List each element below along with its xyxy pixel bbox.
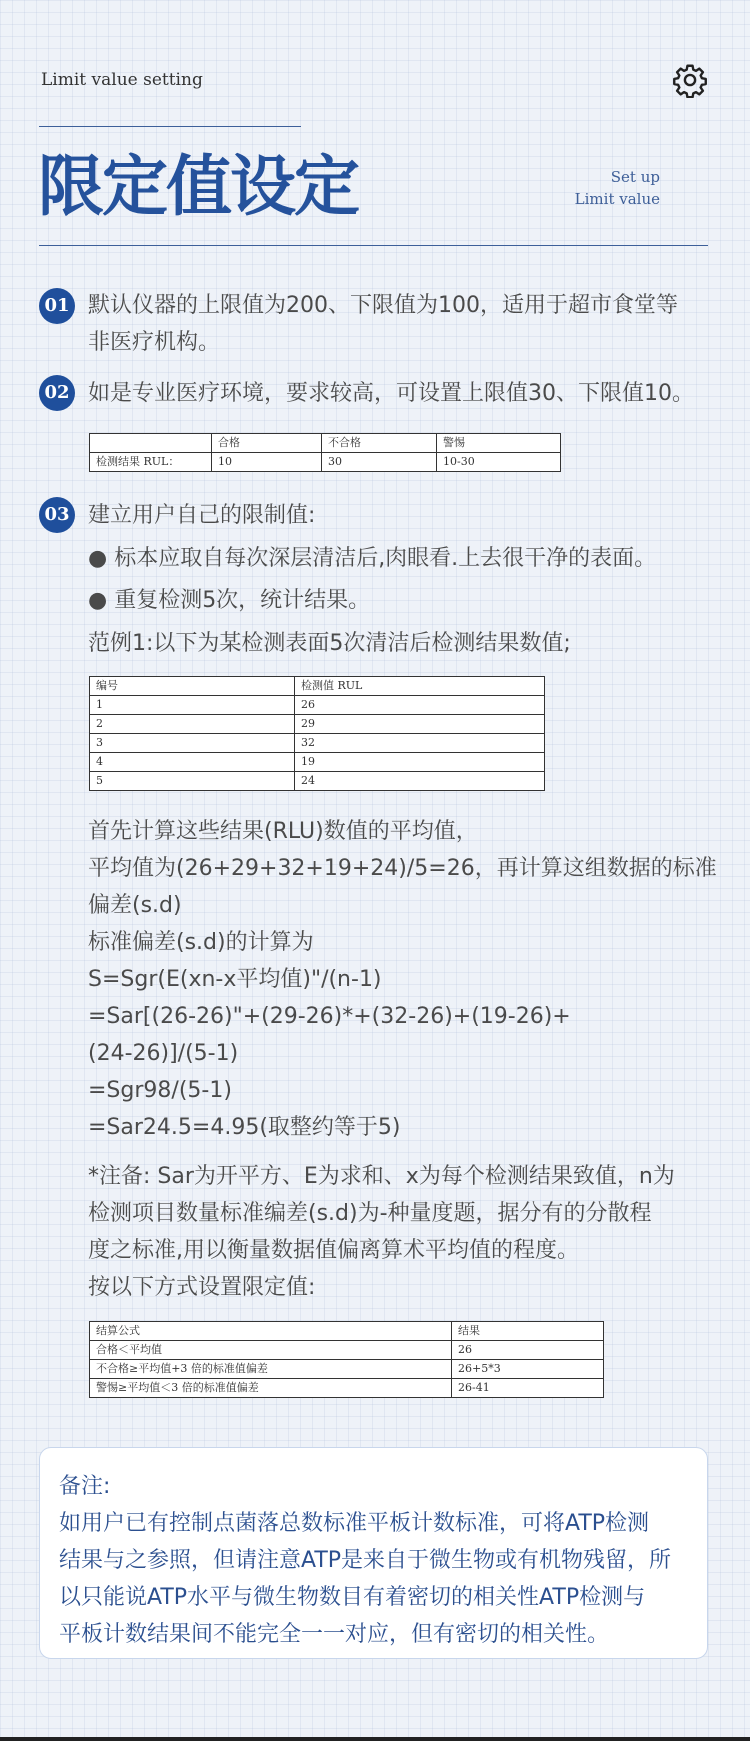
header-subtitle: Limit value setting [41, 70, 203, 90]
text-line: 平均值为(26+29+32+19+24)/5=26，再计算这组数据的标准 [88, 856, 717, 881]
section-number-badge: 03 [39, 497, 75, 533]
text-line: 度之标准,用以衡量数据值偏离算术平均值的程度。 [88, 1238, 579, 1263]
text-line: 偏差(s.d) [88, 893, 182, 918]
table-cell [90, 434, 212, 453]
results-table [89, 676, 545, 791]
table-cell: 3 [90, 734, 295, 753]
table-cell: 警惕 [437, 434, 561, 453]
table-row [90, 715, 545, 734]
table-cell: 检测值 RUL [295, 677, 545, 696]
text-line: 检测项目数量标准编差(s.d)为-种量度题，据分有的分散程 [88, 1201, 652, 1226]
text-line: S=Sgr(E(xn-x平均值)"/(n-1) [88, 967, 382, 992]
table-cell: 26 [295, 696, 545, 715]
note-title: 备注: [59, 1474, 111, 1499]
title-side-caption [560, 166, 660, 210]
page-title: 限定值设定 [38, 147, 358, 225]
table-cell: 2 [90, 715, 295, 734]
table-cell: 26-41 [452, 1379, 604, 1398]
section2-text: 如是专业医疗环境，要求较高，可设置上限值30、下限值10。 [88, 381, 694, 406]
table-cell: 结算公式 [90, 1322, 452, 1341]
text-line: 首先计算这些结果(RLU)数值的平均值， [88, 819, 478, 844]
formula-table [89, 1321, 604, 1398]
limit-table [89, 433, 561, 472]
text-line: (24-26)]/(5-1) [88, 1041, 239, 1066]
bullet-item: ● 标本应取自每次深层清洁后,肉眼看.上去很干净的表面。 [88, 546, 657, 571]
text-line: 结果与之参照，但请注意ATP是来自于微生物或有机物残留，所 [59, 1548, 672, 1573]
side-line-1: Set up [610, 168, 660, 186]
table-cell: 10-30 [437, 453, 561, 472]
table-cell: 合格＜平均值 [90, 1341, 452, 1360]
table-cell: 26+5*3 [452, 1360, 604, 1379]
side-line-2: Limit value [574, 190, 660, 208]
table-cell: 5 [90, 772, 295, 791]
bullet-item: ● 重复检测5次，统计结果。 [88, 588, 371, 613]
section3-heading: 建立用户自己的限制值: [88, 503, 316, 528]
text-line: =Sgr98/(5-1) [88, 1078, 232, 1103]
table-cell: 合格 [212, 434, 322, 453]
calculation-text [88, 813, 717, 1146]
section1-text [88, 287, 678, 361]
table-cell: 结果 [452, 1322, 604, 1341]
table-row [90, 753, 545, 772]
section-number-badge: 01 [39, 288, 75, 324]
text-line: 非医疗机构。 [88, 330, 221, 355]
note-box [39, 1447, 708, 1659]
section-number-badge: 02 [39, 375, 75, 411]
table-cell: 不合格≥平均值+3 倍的标准值偏差 [90, 1360, 452, 1379]
table-row [90, 453, 561, 472]
table-cell: 检测结果 RUL： [90, 453, 212, 472]
text-line: 如用户已有控制点菌落总数标准平板计数标准，可将ATP检测 [59, 1511, 650, 1536]
text-line: 平板计数结果间不能完全一一对应，但有密切的相关性。 [59, 1622, 610, 1647]
table-row [90, 1341, 604, 1360]
table-row [90, 734, 545, 753]
gear-icon[interactable] [672, 62, 708, 98]
text-line: 按以下方式设置限定值: [88, 1275, 316, 1300]
text-line: 标准偏差(s.d)的计算为 [88, 930, 314, 955]
text-line: 以只能说ATP水平与微生物数目有着密切的相关性ATP检测与 [59, 1585, 646, 1610]
table-row [90, 677, 545, 696]
table-cell: 32 [295, 734, 545, 753]
table-row [90, 434, 561, 453]
bottom-edge-bar [0, 1737, 750, 1741]
table-cell: 警惕≥平均值＜3 倍的标准值偏差 [90, 1379, 452, 1398]
table-cell: 24 [295, 772, 545, 791]
table-cell: 编号 [90, 677, 295, 696]
text-line: =Sar[(26-26)"+(29-26)*+(32-26)+(19-26)+ [88, 1004, 571, 1029]
text-line: *注备: Sar为开平方、E为求和、x为每个检测结果致值，n为 [88, 1164, 675, 1189]
footnote-text [88, 1158, 675, 1306]
table-cell: 1 [90, 696, 295, 715]
table-cell: 19 [295, 753, 545, 772]
text-line: =Sar24.5=4.95(取整约等于5) [88, 1115, 401, 1140]
table-cell: 10 [212, 453, 322, 472]
table-cell: 不合格 [322, 434, 437, 453]
table-row [90, 1360, 604, 1379]
table-row [90, 696, 545, 715]
header-divider-short [39, 126, 301, 127]
table-row [90, 1379, 604, 1398]
table-cell: 26 [452, 1341, 604, 1360]
table-cell: 30 [322, 453, 437, 472]
table-cell: 4 [90, 753, 295, 772]
table-row [90, 1322, 604, 1341]
example-caption: 范例1:以下为某检测表面5次清洁后检测结果数值; [88, 631, 571, 656]
text-line: 默认仪器的上限值为200、下限值为100，适用于超市食堂等 [88, 293, 678, 318]
header-divider [39, 245, 708, 246]
table-cell: 29 [295, 715, 545, 734]
table-row [90, 772, 545, 791]
